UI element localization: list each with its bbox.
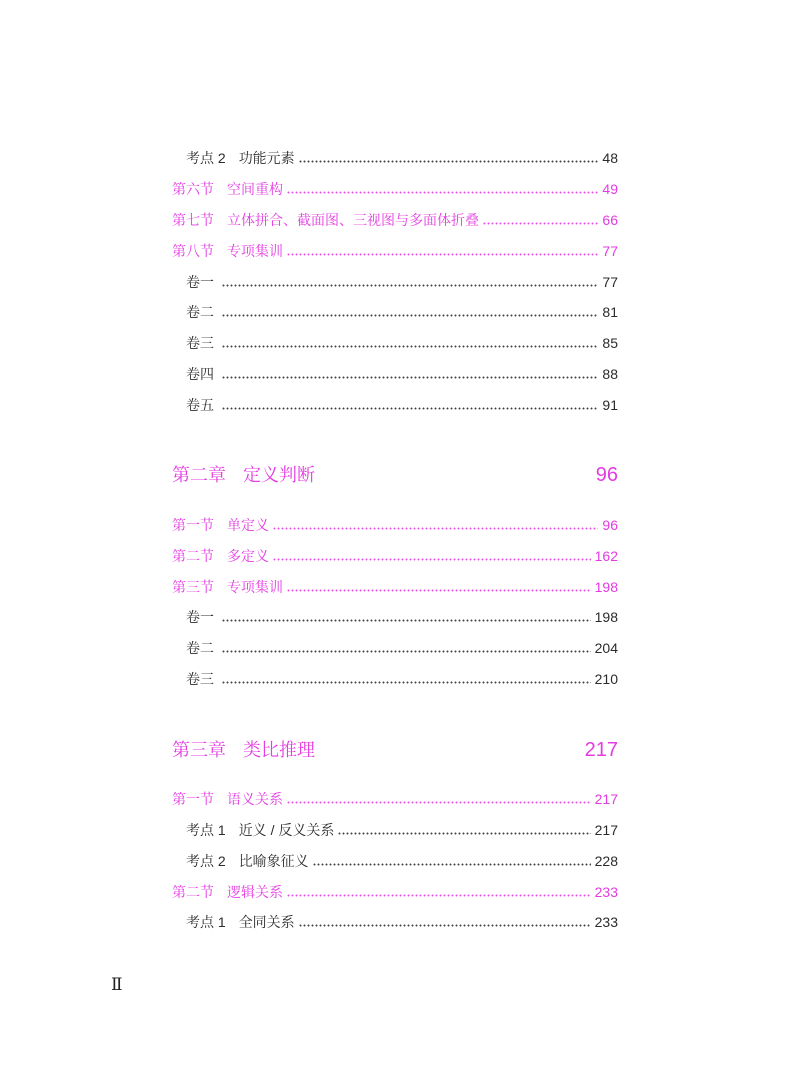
entry-title: 功能元素	[238, 150, 295, 166]
entry-page-number: 217	[594, 791, 618, 807]
toc-section-entry	[172, 210, 618, 230]
toc-section-entry	[172, 789, 618, 809]
entry-title: 立体拼合、截面图、三视图与多面体折叠	[227, 212, 479, 228]
entry-title: 专项集训	[227, 243, 283, 259]
entry-label: 考点 1	[186, 914, 226, 930]
entry-label: 卷三	[186, 335, 214, 351]
dot-leader	[313, 851, 591, 871]
entry-label: 卷一	[186, 274, 214, 290]
toc-subentry	[186, 272, 618, 292]
entry-page-number: 198	[594, 579, 618, 595]
entry-title: 全同关系	[238, 914, 295, 930]
chapter-page-number: 96	[595, 464, 618, 486]
dot-leader	[273, 515, 598, 535]
dot-leader	[287, 241, 598, 261]
entry-page-number: 88	[602, 366, 618, 382]
entry-label: 卷四	[186, 366, 214, 382]
dot-leader	[299, 912, 591, 932]
entry-page-number: 91	[602, 397, 618, 413]
entry-title: 语义关系	[227, 791, 283, 807]
entry-title: 空间重构	[227, 181, 283, 197]
entry-label: 第八节	[172, 243, 214, 259]
entry-page-number: 66	[602, 212, 618, 228]
dot-leader	[222, 669, 591, 689]
entry-label: 卷一	[186, 609, 214, 625]
dot-leader	[483, 210, 598, 230]
toc-subentry	[186, 364, 618, 384]
entry-title: 比喻象征义	[238, 853, 309, 869]
toc-section-entry	[172, 179, 618, 199]
toc-section-entry	[172, 546, 618, 566]
chapter-page-number: 217	[584, 739, 618, 761]
toc-subentry	[186, 912, 618, 932]
toc-subentry	[186, 607, 618, 627]
toc-section-entry	[172, 577, 618, 597]
dot-leader	[222, 272, 598, 292]
toc-section-entry	[172, 882, 618, 902]
toc-subentry	[186, 820, 618, 840]
toc-subentry	[186, 333, 618, 353]
entry-label: 卷三	[186, 671, 214, 687]
entry-page-number: 198	[594, 609, 618, 625]
page-folio: Ⅱ	[111, 975, 123, 994]
dot-leader	[222, 302, 598, 322]
entry-label: 考点 1	[186, 822, 226, 838]
entry-title: 近义 / 反义关系	[238, 822, 335, 838]
entry-label: 卷二	[186, 304, 214, 320]
dot-leader	[222, 607, 591, 627]
entry-title: 逻辑关系	[227, 884, 283, 900]
entry-label: 第七节	[172, 212, 214, 228]
entry-label: 卷五	[186, 397, 214, 413]
toc-subentry	[186, 395, 618, 415]
entry-page-number: 77	[602, 274, 618, 290]
entry-page-number: 85	[602, 335, 618, 351]
chapter-label: 第二章	[172, 465, 226, 485]
entry-label: 卷二	[186, 640, 214, 656]
dot-leader	[338, 820, 590, 840]
entry-page-number: 77	[602, 243, 618, 259]
entry-page-number: 81	[602, 304, 618, 320]
entry-label: 第三节	[172, 579, 214, 595]
entry-page-number: 49	[602, 181, 618, 197]
entry-label: 考点 2	[186, 853, 226, 869]
toc-subentry	[186, 148, 618, 168]
entry-title: 多定义	[227, 548, 269, 564]
entry-label: 第一节	[172, 791, 214, 807]
chapter-title: 定义判断	[243, 465, 315, 485]
chapter-label: 第三章	[172, 740, 226, 760]
dot-leader	[299, 148, 599, 168]
entry-page-number: 48	[602, 150, 618, 166]
dot-leader	[222, 333, 598, 353]
chapter-title: 类比推理	[243, 740, 315, 760]
entry-title: 单定义	[227, 517, 269, 533]
chapter-heading	[172, 737, 618, 763]
dot-leader	[222, 638, 591, 658]
toc-subentry	[186, 302, 618, 322]
dot-leader	[287, 577, 591, 597]
entry-page-number: 217	[594, 822, 618, 838]
dot-leader	[287, 789, 591, 809]
entry-page-number: 228	[594, 853, 618, 869]
entry-page-number: 210	[594, 671, 618, 687]
dot-leader	[273, 546, 591, 566]
dot-leader	[287, 882, 591, 902]
toc-section-entry	[172, 241, 618, 261]
entry-label: 第二节	[172, 548, 214, 564]
toc-subentry	[186, 669, 618, 689]
toc-section-entry	[172, 515, 618, 535]
dot-leader	[287, 179, 598, 199]
entry-page-number: 233	[594, 914, 618, 930]
dot-leader	[222, 364, 598, 384]
chapter-heading	[172, 462, 618, 488]
entry-label: 第一节	[172, 517, 214, 533]
entry-page-number: 233	[594, 884, 618, 900]
toc-subentry	[186, 851, 618, 871]
entry-page-number: 162	[594, 548, 618, 564]
entry-label: 第二节	[172, 884, 214, 900]
entry-label: 第六节	[172, 181, 214, 197]
toc-subentry	[186, 638, 618, 658]
entry-page-number: 204	[594, 640, 618, 656]
entry-page-number: 96	[602, 517, 618, 533]
dot-leader	[222, 395, 598, 415]
entry-label: 考点 2	[186, 150, 226, 166]
entry-title: 专项集训	[227, 579, 283, 595]
